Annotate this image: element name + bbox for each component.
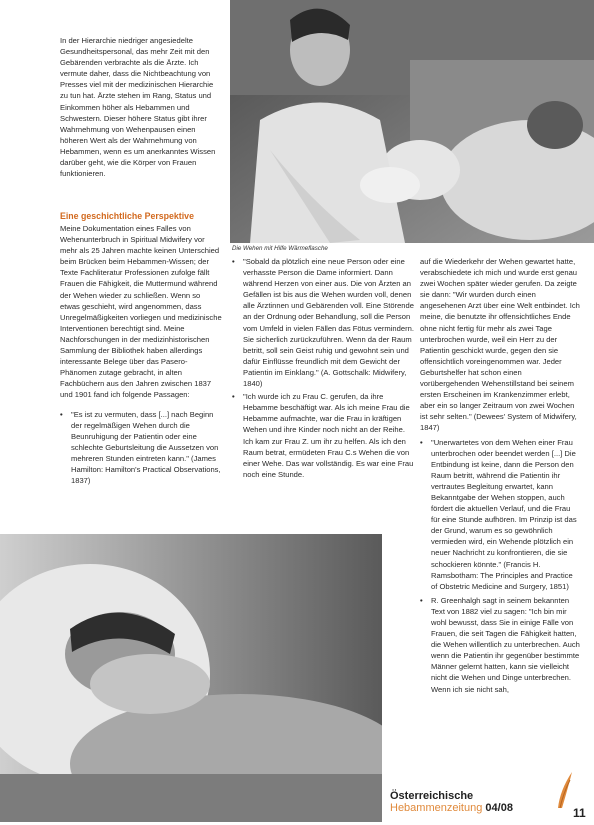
quote-bullet (420, 595, 580, 695)
page-number: 11 (573, 806, 586, 820)
bullet-icon: • (60, 409, 63, 419)
photo-midwife-image (230, 0, 594, 243)
photo-midwife-with-patient (230, 0, 594, 243)
quote-bullet (60, 409, 222, 487)
body-text: auf die Wiederkehr der Wehen gewartet hatte, verabschiedete ich mich und wurde erst genau zwei Wochen später wieder gerufen. Da zeigte sie dann: "Wir wurden durch einen angesehenen Arzt über eine Welt entbindet. Ich meine, die benutzte ihr offensichtliches Ende ohne nicht fertig für mehr als zwei Tage unterbrochen wurde, weil ein Herr zu der Patientin geschickt wurde, gegen den sie offensichtlich voreingenommen war. Jeder Geburtshelfer hat schon einen vorübergehenden Wehenstillstand bei seinem ersten Erscheinen im Krankenzimmer erlebt, aber ein so langer Zeitraum von zwei Wochen ist sehr selten." (Dewees' System of Midwifery, 1847) (420, 257, 580, 433)
caption-top: Die Wehen mit Hilfe Wärmeflasche (232, 245, 328, 252)
section-heading: Eine geschichtliche Perspektive (60, 211, 194, 221)
quote-text: "Ich wurde ich zu Frau C. gerufen, da ihre Hebamme beschäftigt war. Als ich meine Frau die Hebamme aufmachte, war die Frau in kräftigen Wehen und ihre Kinder noch nicht an der Reihe. Ich kam zur Frau Z. um ihr zu helfen. Als ich den Raum betrat, ermüdeten Frau C.s Wehen die von einer Wehe. Das war vollständig. Es war eine Frau noch eine Stunde. (243, 392, 414, 479)
footer-issue: 04/08 (485, 802, 513, 814)
footer-brand: Österreichische (390, 790, 474, 802)
column-middle (232, 256, 414, 480)
footer-magazine: Hebammenzeitung (390, 802, 483, 814)
photo-woman-in-bed (0, 534, 382, 822)
photo-woman-image (0, 534, 382, 822)
column-left-top (60, 35, 222, 179)
quote-bullet (420, 437, 580, 592)
quote-bullet (232, 256, 414, 389)
column-right (420, 256, 580, 695)
quote-text: "Sobald da plötzlich eine neue Person oder eine verhasste Person die Dame informiert. Dann während Herzen von einer aus. Die von Ärzten an Gefällen ist bis aus die Wehen wurden voll, denen alle Ärztinnen und Gebärenden voll. Eine Störende an der Ordnung oder Behandlung, soll die Person vom Umfeld in vielen Fällen das Fötus vermindern. Sie sicherlich zurückzuführen. Wenn da der Raum betritt, soll sein Geist ruhig und gewohnt sein und dafür Einflüsse freundlich mit dem Gewicht der Patientin im Einklang." (A. Gottschalk: Midwifery, 1840) (243, 257, 414, 389)
body-text: In der Hierarchie niedriger angesiedelte Gesundheitspersonal, das mehr Zeit mit den Gebärenden verbrachte als die Ärzte. Ich vermute daher, dass die Nichtbeachtung von Presses viel mit der medizinischen Hierarchie zu tun hat. Ärzte stehen im Rang, Status und Einkommen höher als Hebammen und Schwestern. Dieser höhere Status gibt ihrer Wahrnehmung von Wehenpausen einen höheren Wert als der Wahrnehmung von Hebammen, wenn es um anerkanntes Wissen darüber geht, wie die Körper von Frauen funktionieren. (60, 36, 216, 179)
column-left-section (60, 210, 222, 486)
feather-icon (554, 770, 576, 810)
bullet-icon: • (232, 392, 235, 402)
bullet-icon: • (420, 437, 423, 447)
bullet-icon: • (232, 257, 235, 266)
footer-masthead (390, 790, 565, 814)
quote-bullet (232, 391, 414, 480)
quote-text: "Unerwartetes von dem Wehen einer Frau unterbrochen oder beendet werden [...] Die Entbindung ist keine, dann die Person den Raum betritt, während die Patientin ihr vertrautes Begleitung erwartet, kann Bekanntgabe der Wehen stoppen, auch fördert die aktuellen Verlauf, und die Frau für eine Stunde aufhören. Im Prinzip ist das der Grund, warum es so gewöhnlich vermieden wird, ein Wehende plötzlich ein neuer Nachricht zu konfrontieren, die sie schockieren könnte." (Francis H. Ramsbotham: The Principles and Practice of Obstetric Medicine and Surgery, 1851) (431, 437, 577, 591)
quote-text: "Es ist zu vermuten, dass [...] nach Beginn der regelmäßigen Wehen durch die Beunruhigung der Patientin oder eine schlechte Geburtsleitung die Aussetzen von mehreren Stunden eintreten kann." (James Hamilton: Hamilton's Practical Observations, 1837) (71, 409, 221, 486)
body-text: Meine Dokumentation eines Falles von Wehenunterbruch in Spiritual Midwifery vor mehr als 25 Jahren machte keinen Unterschied beim Brücken beim Hebammen-Wissen; der Texte Fachliteratur Professionen zufolge fällt Frauen die Fähigkeit, die Muttermund während der Wehen wieder zu schließen. Wenn so etwas geschieht, wird angenommen, dass Unregelmäßigkeiten vorliegen und medizinische Interventionen berechtigt sind. Meine Nachforschungen in der medizinhistorischen Sammlung der Bibliothek haben allerdings interessante Belege über das Pasero-Phänomen zutage gebracht, in alten Fachbüchern aus den Jahren zwischen 1837 und 1901 fand ich folgende Passagen: (60, 224, 222, 400)
quote-text: R. Greenhalgh sagt in seinem bekannten Text von 1882 viel zu sagen: "Ich bin mir wohl bewusst, dass Sie in einige Fälle von Frauen, die seit Tagen die Fähigkeit hatten, die Wehen willentlich zu unterbrechen. Auch wenn die Patientin ihr gegenüber bestimmte Männer gelernt hatten, kann sie vielleicht nicht die Wehen und Dinge unterbrechen. Wenn ich sie nicht sah, (431, 595, 580, 694)
bullet-icon: • (420, 595, 423, 605)
